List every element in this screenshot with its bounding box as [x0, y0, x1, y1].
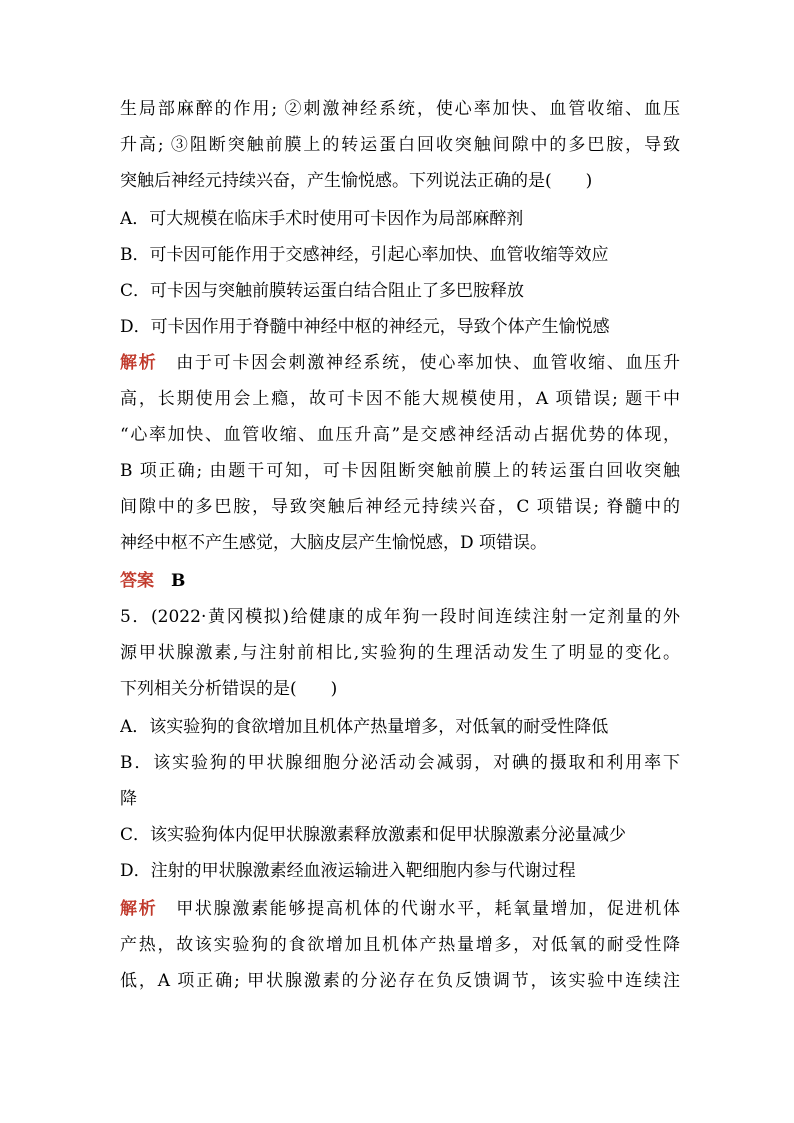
analysis-text: 甲状腺激素能够提高机体的代谢水平，耗氧量增加，促进机体 [176, 899, 680, 919]
analysis-text: 由于可卡因会刺激神经系统，使心率加快、血管收缩、血压升 [176, 353, 680, 373]
analysis-line: “心率加快、血管收缩、血压升高”是交感神经活动占据优势的体现， [120, 425, 680, 445]
analysis-line: 神经中枢不产生感觉，大脑皮层产生愉悦感，D 项错误。 [120, 533, 548, 553]
question-stem-line: 源甲状腺激素,与注射前相比,实验狗的生理活动发生了明显的变化。 [120, 643, 680, 663]
analysis-line [120, 351, 680, 375]
option-a: A．可大规模在临床手术时使用可卡因作为局部麻醉剂 [120, 209, 524, 229]
analysis-line: B 项正确; 由题干可知，可卡因阻断突触前膜上的转运蛋白回收突触 [120, 461, 680, 481]
answer-label: 答案 [120, 571, 154, 591]
question-stem-line: 突触后神经元持续兴奋，产生愉悦感。下列说法正确的是( ) [120, 171, 593, 191]
option-c: C．该实验狗体内促甲状腺激素释放激素和促甲状腺激素分泌量减少 [120, 825, 627, 845]
question-stem-line: 5．(2022·黄冈模拟)给健康的成年狗一段时间连续注射一定剂量的外 [120, 607, 680, 627]
analysis-line: 高，长期使用会上瘾，故可卡因不能大规模使用，A 项错误; 题干中 [120, 389, 680, 409]
question-stem-line: 生局部麻醉的作用; ②刺激神经系统，使心率加快、血管收缩、血压 [120, 99, 680, 119]
analysis-label: 解析 [120, 353, 158, 373]
answer-line [120, 569, 680, 593]
option-b: B．可卡因可能作用于交感神经，引起心率加快、血管收缩等效应 [120, 245, 609, 265]
option-d: D．注射的甲状腺激素经血液运输进入靶细胞内参与代谢过程 [120, 861, 576, 881]
option-b-continued: 降 [120, 789, 137, 809]
option-d: D．可卡因作用于脊髓中神经中枢的神经元，导致个体产生愉悦感 [120, 317, 610, 337]
analysis-label: 解析 [120, 899, 158, 919]
option-b: B．该实验狗的甲状腺细胞分泌活动会减弱，对碘的摄取和利用率下 [120, 753, 680, 773]
option-a: A．该实验狗的食欲增加且机体产热量增多，对低氧的耐受性降低 [120, 717, 609, 737]
answer-value: B [171, 571, 186, 591]
option-c: C．可卡因与突触前膜转运蛋白结合阻止了多巴胺释放 [120, 281, 525, 301]
analysis-line: 产热，故该实验狗的食欲增加且机体产热量增多，对低氧的耐受性降 [120, 935, 680, 955]
question-stem-line: 升高; ③阻断突触前膜上的转运蛋白回收突触间隙中的多巴胺，导致 [120, 135, 680, 155]
question-stem-line: 下列相关分析错误的是( ) [120, 679, 338, 699]
analysis-line: 低，A 项正确; 甲状腺激素的分泌存在负反馈调节，该实验中连续注 [120, 971, 680, 991]
analysis-line: 间隙中的多巴胺，导致突触后神经元持续兴奋，C 项错误; 脊髓中的 [120, 497, 680, 517]
analysis-line [120, 897, 680, 921]
